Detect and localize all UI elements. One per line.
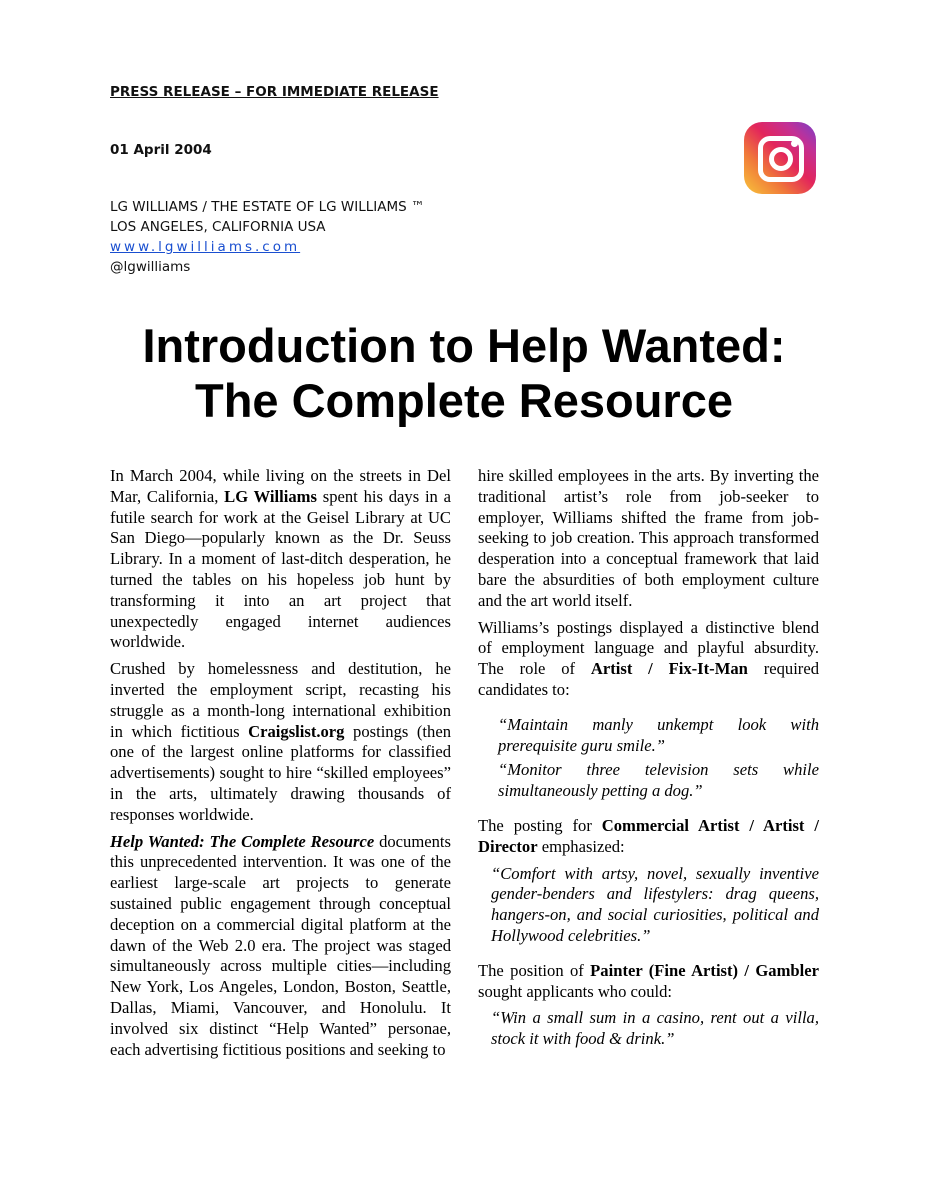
text: emphasized: <box>537 836 625 856</box>
title-line-1: Introduction to Help Wanted: <box>142 319 786 372</box>
paragraph <box>110 466 451 653</box>
social-handle: @lgwilliams <box>110 259 191 275</box>
quote: “Monitor three television sets while simultaneously petting a dog.” <box>498 760 819 801</box>
instagram-icon[interactable] <box>744 122 816 194</box>
text: The position of <box>478 960 591 980</box>
role-name: Painter (Fine Artist) / Gambler <box>590 960 819 980</box>
text: postings (then one of the largest online platforms for classified advertisements) sought to hire “skilled employees” in the arts, ultimately drawing thousands of responses worldwide. <box>110 721 452 824</box>
text: The posting for <box>478 815 602 835</box>
release-date: 01 April 2004 <box>110 142 212 158</box>
artist-name: LG Williams <box>224 486 317 506</box>
paragraph <box>478 618 819 701</box>
paragraph <box>478 816 819 858</box>
text: In March 2004, while living on the streets in Del Mar, California, <box>110 466 451 506</box>
text: documents this unprecedented intervention. It was one of the earliest large-scale art projects to generate sustained public engagement through conceptual deception on a commercial digital platform at the dawn of the Web 2.0 era. The project was staged simultaneously across multiple cities—including New York, Los Angeles, London, Boston, Seattle, Dallas, Miami, Vancouver, and Honolulu. It involved six distinct “Help Wanted” personae, each advertising fictitious positions and seeking to <box>110 831 451 1059</box>
press-release-label: PRESS RELEASE – FOR IMMEDIATE RELEASE <box>110 84 439 100</box>
book-title: Help Wanted: The Complete Resource <box>110 831 375 851</box>
quote: “Maintain manly unkempt look with prerequisite guru smile.” <box>498 714 819 755</box>
text: sought applicants who could: <box>478 981 673 1001</box>
paragraph <box>478 961 819 1003</box>
text: spent his days in a futile search for work at the Geisel Library at UC San Diego—popularly known as the Dr. Seuss Library. In a moment of last-ditch desperation, he turned the tables on his hopeless job hunt by transforming it into an art project that unexpectedly engaged internet audiences worldwide. <box>110 486 452 652</box>
right-column <box>478 466 819 1054</box>
quote: “Win a small sum in a casino, rent out a villa, stock it with food & drink.” <box>491 1008 819 1049</box>
text: Crushed by homelessness and destitution, he inverted the employment script, recasting his struggle as a month-long international exhibition in which fictitious <box>110 659 451 741</box>
paragraph <box>110 832 451 1061</box>
page-title <box>0 318 928 428</box>
role-name: Commercial Artist / Artist / Director <box>478 815 819 856</box>
text: required candidates to: <box>478 659 819 699</box>
quote: “Comfort with artsy, novel, sexually inventive gender-benders and lifestylers: drag queens, hangers-on, and social curiosities, political and Hollywood celebrities.” <box>491 863 819 945</box>
website-link[interactable]: www.lgwilliams.com <box>110 239 301 255</box>
paragraph <box>110 659 451 825</box>
contact-location: LOS ANGELES, CALIFORNIA USA <box>110 219 326 235</box>
paragraph: hire skilled employees in the arts. By inverting the traditional artist’s role from job-seeker to employer, Williams shifted the frame from job-seeking to job creation. This approach transformed desperation into a conceptual framework that laid bare the absurdities of both employment culture and the art world itself. <box>478 466 819 610</box>
role-name: Artist / Fix-It-Man <box>590 659 748 679</box>
left-column <box>110 466 451 1066</box>
site-name: Craigslist.org <box>248 721 345 741</box>
text: Williams’s postings displayed a distinctive blend of employment language and playful absurdity. The role of <box>478 617 819 679</box>
contact-block <box>110 197 425 277</box>
title-line-2: The Complete Resource <box>194 374 734 427</box>
contact-name: LG WILLIAMS / THE ESTATE OF LG WILLIAMS ™ <box>110 199 425 215</box>
